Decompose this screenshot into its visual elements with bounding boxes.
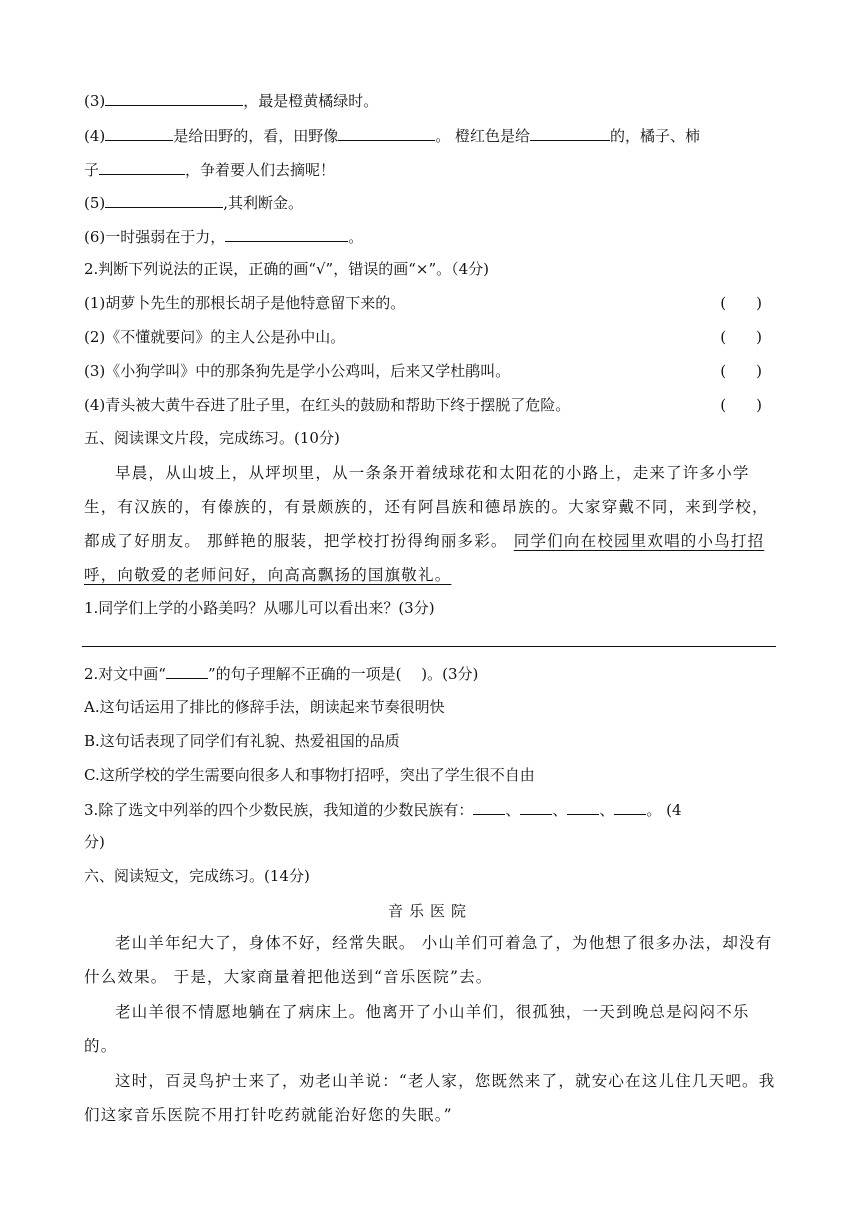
option-c[interactable]: C.这所学校的学生需要向很多人和事物打招呼，突出了学生很不自由 <box>84 766 535 784</box>
q5-blank[interactable] <box>105 192 223 208</box>
q6-blank[interactable] <box>225 226 348 242</box>
q5-number: (5) <box>84 194 106 212</box>
q3-text: ，最是橙黄橘绿时。 <box>243 92 379 110</box>
separator: 、 <box>599 801 615 819</box>
section-6-heading: 六、阅读短文，完成练习。(14分) <box>84 867 310 885</box>
q3-text: 3.除了选文中列举的四个少数民族，我知道的少数民族有： <box>84 801 474 819</box>
fill-in-q6 <box>84 226 776 247</box>
judge-heading: 2.判断下列说法的正误，正确的画“√”，错误的画“×”。（4分) <box>84 260 490 278</box>
q4-text-3: 的，橘子、柿 <box>610 127 701 145</box>
judge-item-text: (4)青头被大黄牛吞进了肚子里，在红头的鼓励和帮助下终于摆脱了危险。 <box>84 396 571 414</box>
q4-blank-3[interactable] <box>530 125 610 141</box>
section-5-passage <box>84 456 776 592</box>
q2-text-a: 2.对文中画“ <box>84 665 166 683</box>
separator: 、 <box>505 801 521 819</box>
q3-blank[interactable] <box>105 90 243 106</box>
judge-item <box>84 293 776 313</box>
underlined-sentence: 同学们向在校园里欢唱的小鸟打招呼，向敬爱的老师问好，向高高飘扬的国旗敬礼。 <box>84 532 765 584</box>
q2-underline-mark <box>166 663 208 679</box>
option-a[interactable]: A.这句话运用了排比的修辞手法，朗读起来节奏很明快 <box>84 698 445 716</box>
fill-in-q3 <box>84 90 776 111</box>
fill-in-q4-line1 <box>84 125 776 146</box>
fill-in-q5 <box>84 192 776 213</box>
q4-text-2: 。 橙红色是给 <box>435 127 531 145</box>
story-paragraph: 老山羊很不情愿地躺在了病床上。他离开了小山羊们，很孤独，一天到晚总是闷闷不乐的。 <box>84 1003 750 1055</box>
minority-blank[interactable] <box>520 799 552 815</box>
minority-blank[interactable] <box>614 799 646 815</box>
q4-blank-4[interactable] <box>99 159 185 175</box>
q6-text: (6)一时强弱在于力， <box>84 228 226 246</box>
minority-blank[interactable] <box>473 799 505 815</box>
section-5-q3-cont: 分) <box>84 833 105 851</box>
q4-text-4: 子 <box>84 161 100 179</box>
story-paragraph: 老山羊年纪大了，身体不好，经常失眠。 小山羊们可着急了，为他想了很多办法，却没有什么效果。 于是，大家商量着把他送到“音乐医院”去。 <box>84 934 773 986</box>
section-5-heading: 五、阅读课文片段，完成练习。(10分) <box>84 429 340 447</box>
separator: 、 <box>552 801 568 819</box>
answer-line[interactable] <box>82 646 776 647</box>
minority-blank[interactable] <box>567 799 599 815</box>
judge-answer-paren[interactable]: ( ) <box>720 328 762 346</box>
judge-answer-paren[interactable]: ( ) <box>720 362 762 380</box>
q4-text-5: ，争着要人们去摘呢！ <box>185 161 336 179</box>
judge-item <box>84 327 776 347</box>
passage-text: 早晨，从山坡上，从坪坝里，从一条条开着绒球花和太阳花的小路上，走来了许多小学生，有汉族的，有傣族的，有景颇族的，还有阿昌族和德昂族的。大家穿戴不同，来到学校，都成了好朋友。 那鲜艳的服装，把学校打扮得绚丽多彩。 <box>84 464 769 550</box>
section-5-q3 <box>84 799 776 820</box>
q2-text-b: ”的句子理解不正确的一项是( )。(3分) <box>207 665 479 683</box>
q6-end: 。 <box>348 228 364 246</box>
story-title: 音乐医院 <box>387 902 472 920</box>
q3-number: (3) <box>84 92 106 110</box>
q4-number: (4) <box>84 127 106 145</box>
judge-item-text: (1)胡萝卜先生的那根长胡子是他特意留下来的。 <box>84 294 406 312</box>
q4-text-1: 是给田野的，看，田野像 <box>173 127 339 145</box>
q5-text: ,其利断金。 <box>223 194 304 212</box>
story-paragraph: 这时，百灵鸟护士来了，劝老山羊说：“老人家，您既然来了，就安心在这儿住几天吧。我们这家音乐医院不用打针吃药就能治好您的失眠。” <box>84 1072 776 1124</box>
judge-answer-paren[interactable]: ( ) <box>720 294 762 312</box>
judge-item-text: (2)《不懂就要问》的主人公是孙中山。 <box>84 328 346 346</box>
judge-answer-paren[interactable]: ( ) <box>720 396 762 414</box>
judge-item <box>84 361 776 381</box>
judge-item <box>84 395 776 415</box>
judge-item-text: (3)《小狗学叫》中的那条狗先是学小公鸡叫，后来又学杜鹃叫。 <box>84 362 511 380</box>
section-5-q2 <box>84 663 776 684</box>
section-5-q1: 1.同学们上学的小路美吗？从哪儿可以看出来？(3分) <box>84 599 435 617</box>
q4-blank-1[interactable] <box>105 125 173 141</box>
option-b[interactable]: B.这句话表现了同学们有礼貌、热爱祖国的品质 <box>84 732 400 750</box>
fill-in-q4-line2 <box>84 159 776 180</box>
q3-score: 。 (4 <box>646 801 682 819</box>
q4-blank-2[interactable] <box>338 125 435 141</box>
